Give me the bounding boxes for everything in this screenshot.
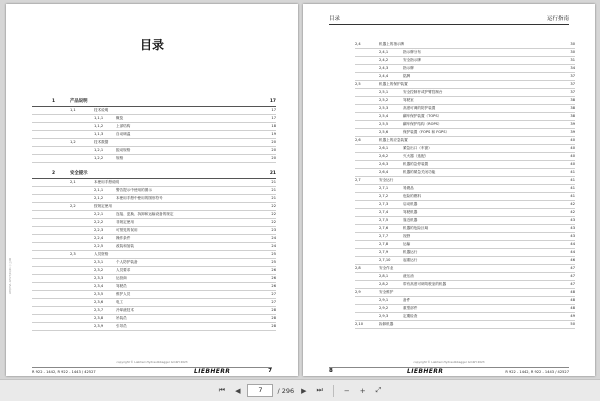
toc-entry[interactable] <box>32 291 276 299</box>
toc-entry[interactable] <box>355 137 575 145</box>
toc-entry[interactable] <box>32 179 276 187</box>
toc-entry-number: 2,6,4 <box>379 170 389 174</box>
toc-entry-page: 17 <box>271 108 276 112</box>
toc-entry-title: 保护装置（FOPS 和 FGPS） <box>403 130 450 134</box>
toc-entry-page: 23 <box>271 228 276 232</box>
toc-entry-title: 拆卸机器 <box>379 322 394 326</box>
next-page-icon[interactable]: ▶ <box>301 386 307 395</box>
toc-entry-number: 2,8 <box>355 266 361 270</box>
toc-entry-number: 2,7,4 <box>379 210 389 214</box>
toc-entry-title: 安全控制杆或护臂控制台 <box>403 90 443 94</box>
toc-entry-title: 驾驶员 <box>116 284 127 288</box>
toc-entry-number: 2,6,1 <box>379 146 389 150</box>
toc-entry-title: 驾驶机器 <box>403 210 418 214</box>
toc-entry-number: 2,6,2 <box>379 154 389 158</box>
toc-entry-title: 本使用手册中使用的图形符号 <box>116 196 163 200</box>
toc-entry-number: 2,7,3 <box>379 202 389 206</box>
toc-entry-number: 2,5,1 <box>379 90 389 94</box>
toc-entry-page: 37 <box>570 74 575 78</box>
toc-entry-title: 起重运行 <box>403 258 418 262</box>
toc-entry-title: 翻车保护装置（TOPS） <box>403 114 442 118</box>
toc-entry[interactable] <box>32 267 276 275</box>
toc-entry-number: 2 <box>52 171 56 176</box>
toc-entry-title: 启动机器 <box>403 202 418 206</box>
toc-entry-page: 25 <box>271 252 276 256</box>
toc-entry-title: 安全作业 <box>379 266 394 270</box>
toc-entry-number: 2,3,8 <box>94 316 104 320</box>
toc-entry[interactable] <box>32 187 276 195</box>
toc-entry-page: 27 <box>271 292 276 296</box>
zoom-in-icon[interactable]: + <box>359 386 366 395</box>
toc-entry-number: 2,3,1 <box>94 260 104 264</box>
toc-entry[interactable] <box>355 81 575 89</box>
toc-right <box>355 41 575 329</box>
toc-entry-page: 40 <box>570 154 575 158</box>
page-input[interactable]: 7 <box>247 384 273 397</box>
toc-entry-page: 22 <box>271 212 276 216</box>
toc-entry-title: 上部结构 <box>116 124 131 128</box>
toc-entry-number: 2,7,1 <box>379 186 389 190</box>
toc-entry-page: 41 <box>570 194 575 198</box>
toc-entry[interactable] <box>355 105 575 113</box>
toc-entry-number: 2,3,2 <box>94 268 104 272</box>
toc-entry-title: 振动规格 <box>116 148 131 152</box>
toc-entry[interactable] <box>355 161 575 169</box>
toc-entry-title: 机器的危险区域 <box>403 226 429 230</box>
footer-divider <box>329 367 569 368</box>
toc-entry-page: 48 <box>570 290 575 294</box>
toc-entry-page: 21 <box>269 171 276 176</box>
toc-entry-title: 警告提示中使用的图示 <box>116 188 152 192</box>
toc-entry-title: 机器上的保护装置 <box>379 82 408 86</box>
toc-entry-number: 2,7,2 <box>379 194 389 198</box>
toc-entry[interactable] <box>355 193 575 201</box>
toc-left <box>32 91 276 331</box>
toc-entry-number: 2,5 <box>355 82 361 86</box>
toc-entry-title: 非规定使用 <box>116 220 134 224</box>
toc-entry-number: 2,7 <box>355 178 361 182</box>
toc-entry[interactable] <box>355 305 575 313</box>
toc-entry-page: 38 <box>570 98 575 102</box>
toc-entry-page: 44 <box>570 242 575 246</box>
toc-entry-title: 规格 <box>116 156 124 160</box>
footer-copyright: copyright © Liebherr-Hydraulikbagger GmbH 2023 <box>413 360 485 364</box>
toc-entry-title: 电工 <box>116 300 124 304</box>
toc-entry[interactable] <box>32 131 276 139</box>
toc-entry-page: 24 <box>271 244 276 248</box>
toc-entry-page: 28 <box>271 308 276 312</box>
toc-entry-title: 带有高度可调驾驶室的机器 <box>403 282 447 286</box>
toc-entry[interactable] <box>32 203 276 211</box>
toc-entry[interactable] <box>32 307 276 315</box>
toc-entry-page: 20 <box>271 140 276 144</box>
toc-entry-number: 2,2,1 <box>94 212 104 216</box>
toc-entry-page: 21 <box>271 180 276 184</box>
toc-entry-number: 2,9,2 <box>379 306 389 310</box>
first-page-icon[interactable]: ⏮ <box>218 386 226 394</box>
toc-entry[interactable] <box>355 265 575 273</box>
toc-entry-title: 铭牌 <box>403 74 411 78</box>
toc-entry-number: 2,1,2 <box>94 196 104 200</box>
toc-entry-page: 20 <box>271 148 276 152</box>
toc-entry-title: 机器的紧急关闭功能 <box>403 170 436 174</box>
toc-entry-number: 1,1 <box>70 108 76 112</box>
header-right: 运行指南 <box>546 16 569 22</box>
toc-entry[interactable] <box>32 123 276 131</box>
toc-entry-page: 47 <box>570 266 575 270</box>
toc-entry[interactable] <box>355 225 575 233</box>
toc-entry-title: 吊装员 <box>116 316 127 320</box>
toc-entry-number: 2,2,5 <box>94 244 104 248</box>
toc-entry[interactable] <box>355 257 575 265</box>
brand-logo: LIEBHERR <box>194 368 231 375</box>
toc-entry-number: 2,2,4 <box>94 236 104 240</box>
toc-entry-title: 按规定使用 <box>94 204 112 208</box>
toc-entry-page: 50 <box>570 322 575 326</box>
toc-entry-page: 39 <box>570 122 575 126</box>
toc-entry-title: 个人防护装备 <box>116 260 138 264</box>
toc-entry-title: 运输 <box>403 242 411 246</box>
toc-entry-page: 24 <box>271 236 276 240</box>
toc-entry-page: 47 <box>570 274 575 278</box>
pdf-toolbar <box>0 379 600 401</box>
toc-entry-title: 备件 <box>403 298 411 302</box>
toc-entry-number: 2,3 <box>70 252 76 256</box>
toc-entry-number: 2,4 <box>355 42 361 46</box>
toc-entry-page: 25 <box>271 260 276 264</box>
toc-entry-title: 指示牌 <box>403 66 414 70</box>
toc-entry-title: 安全指示牌 <box>403 58 421 62</box>
toc-entry-number: 1,1,2 <box>94 124 104 128</box>
toc-entry-page: 41 <box>570 178 575 182</box>
toc-entry-page: 37 <box>570 90 575 94</box>
toc-entry-title: 连接、更换、拆卸和运输设备的规定 <box>116 212 174 216</box>
toc-entry-title: 可预见的误用 <box>116 228 138 232</box>
toc-entry[interactable] <box>355 177 575 185</box>
toc-entry-number: 2,6,3 <box>379 162 389 166</box>
toc-entry[interactable] <box>32 315 276 323</box>
toc-entry-title: 危险的燃料 <box>403 194 421 198</box>
toc-entry[interactable] <box>355 217 575 225</box>
toc-entry-page: 43 <box>570 226 575 230</box>
toc-entry[interactable] <box>355 153 575 161</box>
toc-entry-number: 2,3,7 <box>94 308 104 312</box>
toc-entry-title: 概览 <box>116 116 124 120</box>
toc-entry-number: 2,9,1 <box>379 298 389 302</box>
toc-entry-number: 2,3,4 <box>94 284 104 288</box>
toc-entry[interactable] <box>355 65 575 73</box>
toc-entry-title: 机器运行 <box>403 250 418 254</box>
toc-entry-title: 人员资格 <box>94 252 109 256</box>
toc-entry-number: 2,3,6 <box>94 300 104 304</box>
toc-entry[interactable] <box>355 57 575 65</box>
toc-entry-title: 机器上的指示牌 <box>379 42 405 46</box>
toc-entry-page: 38 <box>570 106 575 110</box>
toc-entry-page: 38 <box>570 114 575 118</box>
toc-entry-page: 17 <box>269 99 276 104</box>
toc-entry-number: 2,7,10 <box>379 258 391 262</box>
toc-entry[interactable] <box>355 281 575 289</box>
toc-entry[interactable] <box>32 139 276 147</box>
toc-entry-number: 2,8,1 <box>379 274 389 278</box>
toc-entry-page: 26 <box>271 276 276 280</box>
toc-entry[interactable] <box>32 115 276 123</box>
toc-entry-number: 2,6 <box>355 138 361 142</box>
toc-entry-title: 人员要求 <box>116 268 131 272</box>
toc-entry-number: 2,10 <box>355 322 364 326</box>
toc-entry-title: 安全运行 <box>379 178 394 182</box>
toc-entry[interactable] <box>355 145 575 153</box>
toc-entry-number: 1,2,2 <box>94 156 104 160</box>
toc-entry-number: 2,1,1 <box>94 188 104 192</box>
toc-entry[interactable] <box>355 321 575 329</box>
toc-entry-title: 驾驶室 <box>403 98 414 102</box>
toc-entry-title: 紧急出口（车窗） <box>403 146 432 150</box>
toc-entry-title: 灭火器（选配） <box>403 154 429 158</box>
toc-entry-page: 30 <box>570 42 575 46</box>
toc-entry[interactable] <box>355 41 575 49</box>
toc-entry[interactable] <box>32 243 276 251</box>
toc-entry[interactable] <box>355 113 575 121</box>
toc-entry-page: 18 <box>271 124 276 128</box>
toc-entry[interactable] <box>355 297 575 305</box>
toc-entry[interactable] <box>355 73 575 81</box>
toc-entry-number: 2,5,3 <box>379 106 389 110</box>
toc-entry[interactable] <box>355 241 575 249</box>
toc-entry-number: 2,7,5 <box>379 218 389 222</box>
right-page <box>303 4 595 376</box>
toc-entry-page: 19 <box>271 132 276 136</box>
toc-entry-number: 2,4,3 <box>379 66 389 70</box>
toc-entry-page: 49 <box>570 314 575 318</box>
toc-entry-page: 40 <box>570 162 575 166</box>
toc-entry[interactable] <box>32 259 276 267</box>
brand-logo: LIEBHERR <box>407 368 444 375</box>
toc-entry-title: 视野 <box>403 234 411 238</box>
footer-divider <box>32 367 272 368</box>
toc-entry-page: 20 <box>271 156 276 160</box>
toc-entry-title: 技术数据 <box>94 140 109 144</box>
toc-entry-page: 22 <box>271 220 276 224</box>
toc-entry[interactable] <box>355 185 575 193</box>
toc-entry[interactable] <box>32 251 276 259</box>
toc-entry-title: 引导员 <box>116 324 127 328</box>
toc-entry[interactable] <box>32 211 276 219</box>
toc-entry-number: 2,4,2 <box>379 58 389 62</box>
toc-entry-number: 2,2 <box>70 204 76 208</box>
footer-doc-code: R 922 - 1442, R 922 - 1443 / 42527 <box>32 370 96 374</box>
toc-entry[interactable] <box>32 235 276 243</box>
toc-entry-page: 41 <box>570 170 575 174</box>
toc-entry[interactable] <box>32 195 276 203</box>
toc-entry-title: 安全提示 <box>70 171 88 176</box>
toc-entry-page: 43 <box>570 234 575 238</box>
page-number: 7 <box>268 368 272 374</box>
toc-entry-title: 本使用手册说明 <box>94 180 120 184</box>
toc-entry[interactable] <box>355 249 575 257</box>
toc-entry-page: 44 <box>570 250 575 254</box>
toolbar-divider <box>333 385 334 397</box>
side-note: LBH/ITVL 42527/01/01 中文/00 <box>9 257 12 294</box>
header-left: 目录 <box>329 16 341 22</box>
toc-entry-number: 1 <box>52 99 56 104</box>
header-divider <box>329 24 569 25</box>
toc-entry-number: 2,7,8 <box>379 242 389 246</box>
toc-entry-number: 2,4,1 <box>379 50 389 54</box>
toc-entry-number: 2,1 <box>70 180 76 184</box>
toc-entry-number: 2,7,6 <box>379 226 389 230</box>
toc-entry-page: 48 <box>570 298 575 302</box>
toc-entry[interactable] <box>32 147 276 155</box>
prev-page-icon[interactable]: ◀ <box>235 386 241 395</box>
toc-entry-title: 维护人员 <box>116 292 131 296</box>
toc-entry-title: 重型部件 <box>403 306 418 310</box>
toc-entry-page: 37 <box>570 82 575 86</box>
toc-entry-number: 2,9,3 <box>379 314 389 318</box>
zoom-out-icon[interactable]: − <box>343 386 350 395</box>
toc-entry-number: 2,5,4 <box>379 114 389 118</box>
toc-entry-page: 28 <box>271 324 276 328</box>
toc-entry[interactable] <box>32 275 276 283</box>
toc-entry-page: 22 <box>271 204 276 208</box>
toc-entry[interactable] <box>355 233 575 241</box>
toc-entry[interactable] <box>355 169 575 177</box>
toc-entry[interactable] <box>355 89 575 97</box>
toc-entry[interactable] <box>32 283 276 291</box>
toc-entry[interactable] <box>355 49 575 57</box>
toc-entry-page: 31 <box>570 58 575 62</box>
toc-entry-page: 40 <box>570 138 575 142</box>
toc-entry-number: 2,3,9 <box>94 324 104 328</box>
toc-entry-number: 2,3,5 <box>94 292 104 296</box>
toc-entry-title: 产品说明 <box>70 99 88 104</box>
left-page <box>6 4 298 376</box>
toc-entry-number: 1,1,3 <box>94 132 104 136</box>
toc-entry[interactable] <box>32 323 276 331</box>
toc-entry-number: 2,8,2 <box>379 282 389 286</box>
toc-entry-page: 30 <box>570 50 575 54</box>
toc-entry-title: 定期检查 <box>403 314 418 318</box>
toc-entry-title: 安全维护 <box>379 290 394 294</box>
toc-entry-title: 液压油 <box>403 274 414 278</box>
toc-entry-number: 2,5,6 <box>379 130 389 134</box>
toc-entry-page: 42 <box>570 202 575 206</box>
toc-entry-title: 机器上的应急装置 <box>379 138 408 142</box>
toc-entry-number: 1,2 <box>70 140 76 144</box>
toc-entry-number: 2,2,2 <box>94 220 104 224</box>
toc-entry[interactable] <box>355 289 575 297</box>
last-page-icon[interactable]: ⏭ <box>316 386 323 394</box>
toc-entry-page: 43 <box>570 218 575 222</box>
toc-entry-page: 26 <box>271 268 276 272</box>
toc-entry[interactable] <box>355 209 575 217</box>
toc-entry[interactable] <box>32 170 276 179</box>
toc-entry-number: 2,3,3 <box>94 276 104 280</box>
toc-entry[interactable] <box>355 129 575 137</box>
footer-doc-code: R 922 - 1442, R 922 - 1443 / 42527 <box>505 370 569 374</box>
toc-entry-number: 2,4,4 <box>379 74 389 78</box>
toc-entry-title: 靠近机器 <box>403 218 418 222</box>
toc-entry[interactable] <box>32 227 276 235</box>
toc-entry-page: 26 <box>271 284 276 288</box>
toc-entry-title: 机器的急停装置 <box>403 162 429 166</box>
toc-entry-number: 1,1,1 <box>94 116 104 120</box>
toc-entry-number: 2,7,7 <box>379 234 389 238</box>
toc-entry-title: 易燃品 <box>403 186 414 190</box>
toc-entry-number: 2,9 <box>355 290 361 294</box>
toc-entry-number: 2,5,2 <box>379 98 389 102</box>
toc-entry-page: 28 <box>271 316 276 320</box>
toc-entry[interactable] <box>355 313 575 321</box>
toc-entry-page: 41 <box>570 186 575 190</box>
toc-entry-title: 自动调温 <box>116 132 131 136</box>
toc-entry-page: 39 <box>570 130 575 134</box>
fit-page-icon[interactable]: ⤢ <box>375 386 382 394</box>
toc-entry-title: 操作条件 <box>116 236 131 240</box>
toc-entry-title: 指示牌分布 <box>403 50 421 54</box>
toc-entry[interactable] <box>32 98 276 107</box>
toc-entry-title: 翻车保护结构（ROPS） <box>403 122 442 126</box>
toc-entry-page: 21 <box>271 196 276 200</box>
toc-entry-page: 40 <box>570 146 575 150</box>
toc-entry[interactable] <box>355 273 575 281</box>
toc-entry[interactable] <box>32 107 276 115</box>
toc-entry-number: 2,5,5 <box>379 122 389 126</box>
toc-entry-page: 17 <box>271 116 276 120</box>
toc-entry[interactable] <box>32 219 276 227</box>
footer-copyright: copyright © Liebherr-Hydraulikbagger GmbH 2023 <box>116 360 188 364</box>
page-total: / 296 <box>277 386 295 395</box>
toc-entry[interactable] <box>32 299 276 307</box>
toc-entry-title: 运营商 <box>116 276 127 280</box>
toc-entry-number: 2,7,9 <box>379 250 389 254</box>
page-title: 目录 <box>139 38 164 52</box>
toc-entry[interactable] <box>355 121 575 129</box>
toc-entry[interactable] <box>32 155 276 163</box>
toc-entry-page: 47 <box>570 282 575 286</box>
toc-entry-page: 46 <box>570 258 575 262</box>
toc-entry-number: 1,2,1 <box>94 148 104 152</box>
toc-entry[interactable] <box>355 201 575 209</box>
toc-entry-title: 改装和加装 <box>116 244 134 248</box>
toc-entry-page: 48 <box>570 306 575 310</box>
toc-entry-page: 21 <box>271 188 276 192</box>
toc-entry[interactable] <box>355 97 575 105</box>
toc-entry-title: 高度可调的防护装置 <box>403 106 436 110</box>
toc-entry-number: 2,2,3 <box>94 228 104 232</box>
toc-entry-title: 技术说明 <box>94 108 109 112</box>
toc-entry-page: 34 <box>570 66 575 70</box>
toc-entry-page: 42 <box>570 210 575 214</box>
page-number: 8 <box>329 368 333 374</box>
toc-entry-title: 冷却液技术 <box>116 308 134 312</box>
toc-entry-page: 27 <box>271 300 276 304</box>
